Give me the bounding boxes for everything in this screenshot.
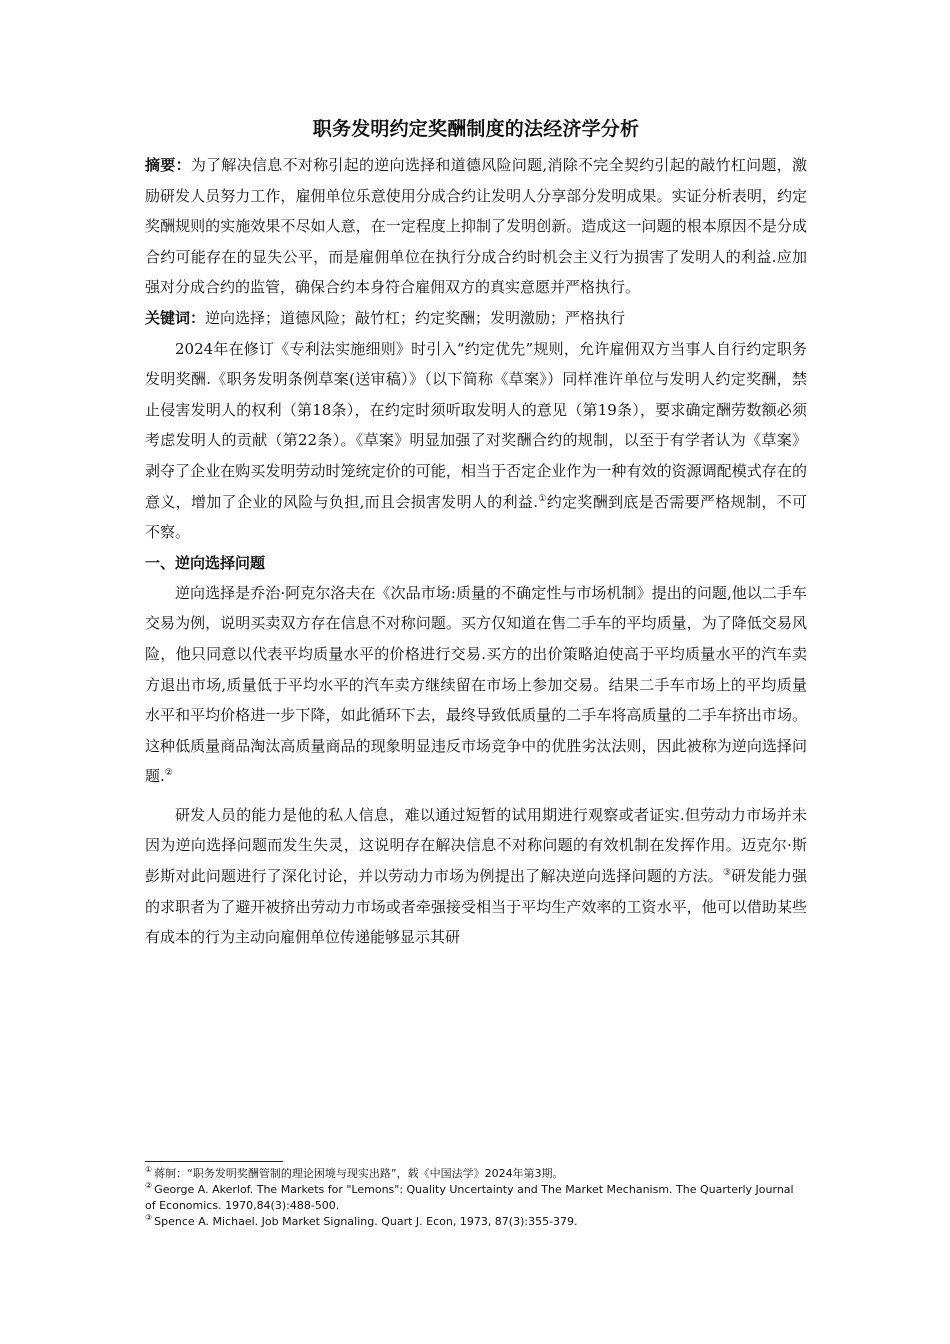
footnote-2 (145, 1182, 807, 1214)
footnote-ref-3[interactable]: ③ (722, 868, 732, 879)
footnote-mark: ③ (145, 1213, 153, 1223)
intro-text-after: 约定奖酬到底是否需要严格规制，不可不察。 (145, 492, 807, 542)
footnote-mark: ① (145, 1165, 153, 1175)
abstract-text: 为了解决信息不对称引起的逆向选择和道德风险问题,消除不完全契约引起的敲竹杠问题，激励研发人员努力工作，雇佣单位乐意使用分成合约让发明人分享部分发明成果。实证分析表明，约定奖酬规则的实施效果不尽如人意，在一定程度上抑制了发明创新。造成这一问题的根本原因不是分成合约可能存在的显失公平，而是雇佣单位在执行分成合约时机会主义行为损害了发明人的利益.应加强对分成合约的监管，确保合约本身符合雇佣双方的真实意愿并严格执行。 (145, 156, 807, 297)
section1-paragraph-2 (145, 800, 807, 953)
footnote-text: 蒋舸：“职务发明奖酬管制的理论困境与现实出路”，载《中国法学》2024年第3期。 (154, 1167, 564, 1180)
footnote-mark: ② (145, 1181, 153, 1191)
section1-paragraph-1 (145, 578, 807, 792)
intro-text: 2024年在修订《专利法实施细则》时引入“约定优先”规则，允许雇佣双方当事人自行约定职务发明奖酬.《职务发明条例草案(送审稿）》（以下简称《草案》）同样准许单位与发明人约定奖酬，禁止侵害发明人的权利（第18条），在约定时须听取发明人的意见（第19条），要求确定酬劳数额必须考虑发明人的贡献（第22条）。《草案》明显加强了对奖酬合约的规制，以至于有学者认为《草案》剥夺了企业在购买发明劳动时笼统定价的可能，相当于否定企业作为一种有效的资源调配模式存在的意义，增加了企业的风险与负担,而且会损害发明人的利益. (145, 339, 807, 511)
keywords-label: 关键词： (145, 308, 206, 327)
keywords-text: 逆向选择；道德风险；敲竹杠；约定奖酬；发明激励；严格执行 (205, 308, 626, 327)
footnote-text: George A. Akerlof. The Markets for "Lemons": Quality Uncertainty and The Market Mechanism. The Quarterly Journal of Economics. 1970,84(3):488-500. (145, 1183, 794, 1212)
intro-paragraph (145, 334, 807, 548)
section1-para2-text: 研发人员的能力是他的私人信息，难以通过短暂的试用期进行观察或者证实.但劳动力市场并未因为逆向选择问题而发生失灵，这说明存在解决信息不对称问题的有效机制在发挥作用。迈克尔·斯彭斯对此问题进行了深化讨论，并以劳动力市场为例提出了解决逆向选择问题的方法。 (145, 805, 807, 886)
section-heading: 一、逆向选择问题 (145, 553, 266, 572)
footnote-ref-2[interactable]: ② (164, 768, 173, 779)
footnote-3 (145, 1214, 807, 1230)
keywords-paragraph (145, 303, 807, 334)
abstract-label: 摘要： (145, 156, 191, 174)
footnote-text: Spence A. Michael. Job Market Signaling. Quart J. Econ, 1973, 87(3):355-379. (154, 1215, 578, 1228)
footnote-separator (145, 1161, 283, 1162)
footnotes (145, 1166, 807, 1230)
footnote-1 (145, 1166, 807, 1182)
abstract-paragraph (145, 150, 807, 303)
section1-para1-text: 逆向选择是乔治·阿克尔洛夫在《次品市场:质量的不确定性与市场机制》提出的问题,他以二手车交易为例，说明买卖双方存在信息不对称问题。买方仅知道在售二手车的平均质量，为了降低交易风险，他只同意以代表平均质量水平的价格进行交易.买方的出价策略迫使高于平均质量水平的汽车卖方退出市场,质量低于平均水平的汽车卖方继续留在市场上参加交易。结果二手车市场上的平均质量水平和平均价格进一步下降，如此循环下去，最终导致低质量的二手车将高质量的二手车挤出市场。这种低质量商品淘汰高质量商品的现象明显违反市场竞争中的优胜劣汰法则，因此被称为逆向选择问题. (145, 583, 807, 786)
section1-para2-text-after: 研发能力强的求职者为了避开被挤出劳动力市场或者牵强接受相当于平均生产效率的工资水平，他可以借助某些有成本的行为主动向雇佣单位传递能够显示其研 (145, 867, 807, 947)
footnote-ref-1[interactable]: ① (538, 493, 547, 504)
document-title: 职务发明约定奖酬制度的法经济学分析 (312, 118, 640, 140)
document-page (145, 112, 807, 953)
